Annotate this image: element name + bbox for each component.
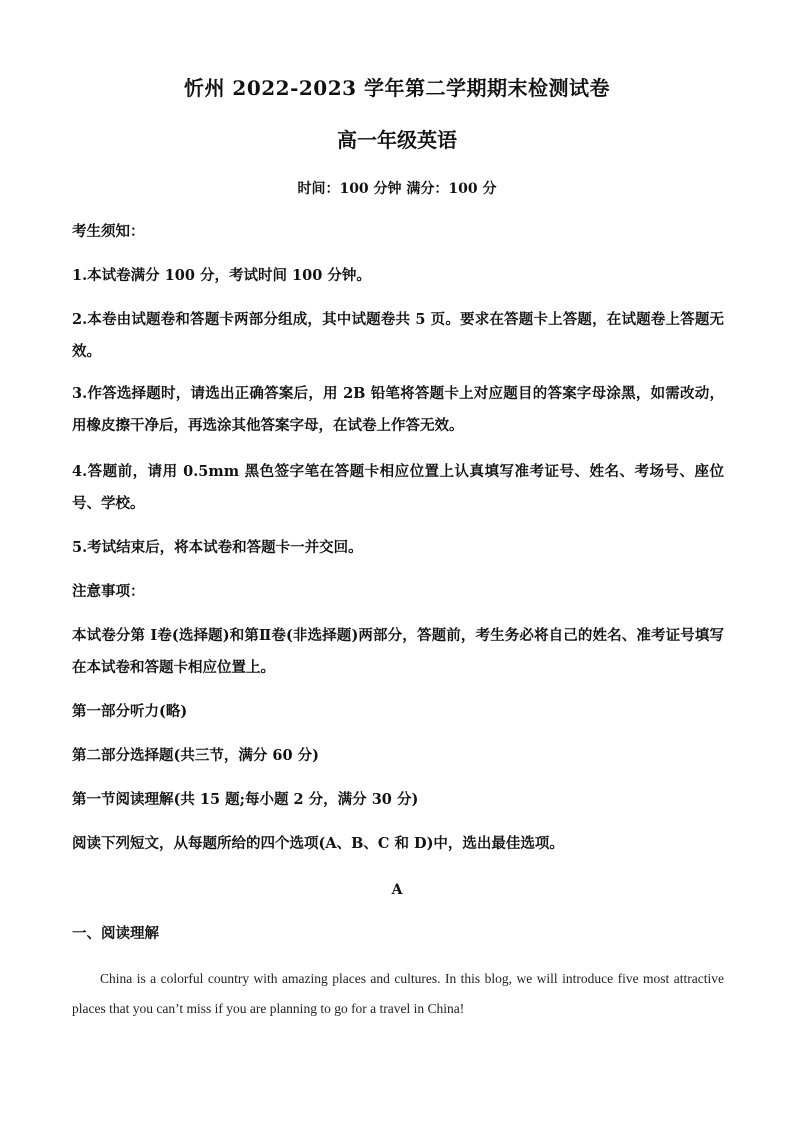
- notice-heading: 考生须知：: [72, 223, 145, 240]
- notice-item-3: 3.作答选择题时，请选出正确答案后，用 2B 铅笔将答题卡上对应题目的答案字母涂黑，如需改动，用橡皮擦干净后，再选涂其他答案字母，在试卷上作答无效。: [72, 385, 724, 434]
- attention-text: 本试卷分第 Ⅰ卷(选择题)和第Ⅱ卷(非选择题)两部分，答题前，考生务必将自己的姓名、准考证号填写在本试卷和答题卡相应位置上。: [72, 627, 724, 676]
- notice-item-5: 5.考试结束后，将本试卷和答题卡一并交回。: [72, 539, 363, 556]
- part-two-heading: 第二部分选择题(共三节，满分 60 分): [72, 747, 319, 764]
- passage-letter: A: [391, 882, 403, 898]
- part-one-listening: 第一部分听力(略): [72, 703, 188, 720]
- reading-instruction: 阅读下列短文，从每题所给的四个选项(A、B、C 和 D)中，选出最佳选项。: [72, 835, 564, 852]
- reading-heading: 一、阅读理解: [72, 925, 159, 942]
- attention-heading: 注意事项：: [72, 583, 145, 600]
- section-one-heading: 第一节阅读理解(共 15 题;每小题 2 分，满分 30 分): [72, 791, 419, 808]
- exam-subtitle: 高一年级英语: [337, 128, 457, 152]
- notice-item-4: 4.答题前，请用 0.5mm 黑色签字笔在答题卡相应位置上认真填写准考证号、姓名、考场号、座位号、学校。: [72, 463, 724, 512]
- notice-item-2: 2.本卷由试题卷和答题卡两部分组成，其中试题卷共 5 页。要求在答题卡上答题，在试题卷上答题无效。: [72, 311, 724, 360]
- time-score-info: 时间：100 分钟 满分：100 分: [297, 181, 497, 197]
- reading-passage: China is a colorful country with amazing places and cultures. In this blog, we will introduce five most attractive places that you can’t miss if you are planning to go for a travel in China!: [72, 971, 724, 1016]
- notice-item-1: 1.本试卷满分 100 分，考试时间 100 分钟。: [72, 267, 371, 284]
- exam-title: 忻州 2022-2023 学年第二学期期末检测试卷: [183, 76, 611, 100]
